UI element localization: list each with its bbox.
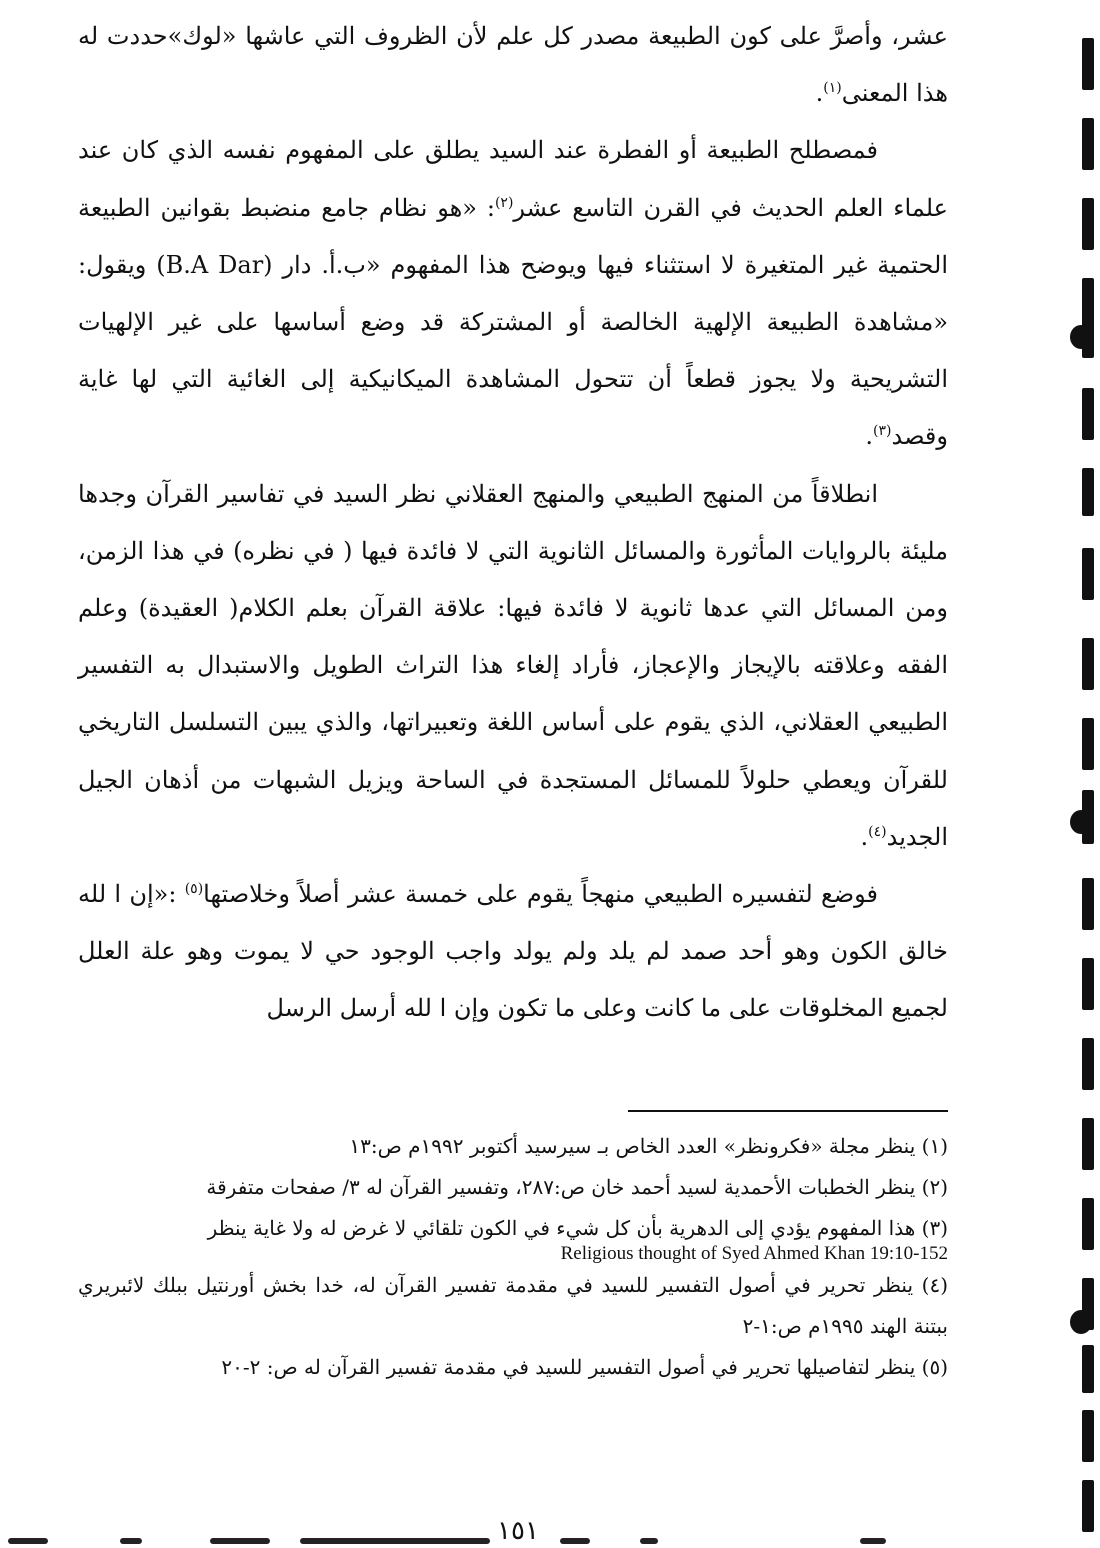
footnote-5: (٥) ينظر لتفاصيلها تحرير في أصول التفسير للسيد في مقدمة تفسير القرآن له ص: ٢-٢٠ [221,1355,948,1379]
scan-bottom-edge [0,1532,1100,1548]
paragraph-1 [78,8,948,122]
footnote-1: (١) ينظر مجلة «فكرونظر» العدد الخاص بـ سيرسيد أكتوبر ١٩٩٢م ص:١٣ [349,1134,948,1158]
binding-mark [1082,1480,1094,1532]
footnote-ref-3: (٣) [873,423,892,440]
binding-mark [1082,958,1094,1010]
paragraph-4 [78,866,948,1038]
binding-mark [1082,548,1094,600]
footnote-ref-5: (٥) [184,881,204,898]
footnote-2: (٢) ينظر الخطبات الأحمدية لسيد أحمد خان ص:٢٨٧، وتفسير القرآن له ٣/ صفحات متفرقة [206,1175,948,1199]
paragraph-4-quote: :«إن ا لله خالق الكون وهو أحد صمد لم يلد ولم يولد واجب الوجود حي لا يموت وهو علة العلل لجميع المخلوقات على ما كانت وعلى ما تكون وإن ا لله أرسل الرسل [78,880,948,1023]
paragraph-4-text: فوضع لتفسيره الطبيعي منهجاً يقوم على خمسة عشر أصلاً وخلاصتها [203,880,878,909]
paragraph-3-end: . [860,822,869,851]
footnote-ref-4: (٤) [868,823,887,840]
binding-mark [1082,1345,1094,1393]
footnote-ref-2: (٢) [494,194,514,211]
binding-mark [1082,1198,1094,1250]
binding-hole [1070,1310,1092,1334]
binding-mark [1082,118,1094,170]
binding-mark [1082,1038,1094,1090]
paragraph-3 [78,466,948,866]
binding-mark [1082,718,1094,770]
paragraph-1-text: عشر، وأصرَّ على كون الطبيعة مصدر كل علم لأن الظروف التي عاشها «لوك»حددت له هذا المعنى [78,22,948,108]
binding-hole [1070,325,1092,349]
paragraph-2-text: فمصطلح الطبيعة أو الفطرة عند السيد يطلق على المفهوم نفسه الذي كان عند علماء العلم الحديث في القرن التاسع عشر [78,136,948,222]
paragraph-2-quote: : «هو نظام جامع منضبط بقوانين الطبيعة الحتمية غير المتغيرة لا استثناء فيها ويوضح هذا المفهوم «ب.أ. دار (B.A Dar) ويقول: «مشاهدة الطبيعة الإلهية الخالصة أو المشتركة قد وضع أساسها على غير الإلهيات التشريحية ولا يجوز قطعاً أن تتحول المشاهدة الميكانيكية إلى الغائية التي لها غاية وقصد [78,193,949,451]
binding-mark [1082,388,1094,440]
page-number: ١٥١ [497,1516,539,1546]
binding-mark [1082,1118,1094,1170]
footnotes [78,1126,948,1388]
binding-mark [1082,198,1094,250]
paragraph-2-end: . [865,422,874,451]
paragraph-3-text: انطلاقاً من المنهج الطبيعي والمنهج العقلاني نظر السيد في تفاسير القرآن وجدها مليئة بالروايات المأثورة والمسائل الثانوية التي لا فائدة فيها ( في نظره) في هذا الزمن، ومن المسائل التي عدها ثانوية لا فائدة فيها: علاقة القرآن بعلم الكلام( العقيدة) وعلم الفقه وعلاقته بالإيجاز والإعجاز، فأراد إلغاء هذا التراث الطويل والاستبدال به التفسير الطبيعي العقلاني، الذي يقوم على أساس اللغة وتعبيراتها، والذي يبين التسلسل التاريخي للقرآن ويعطي حلولاً للمسائل المستجدة في الساحة ويزيل الشبهات من أذهان الجيل الجديد [78,479,948,851]
footnote-separator [628,1110,948,1112]
footnote-ref-1: (١) [823,80,842,97]
body-text [78,8,948,1038]
binding-hole [1070,810,1092,834]
binding-mark [1082,468,1094,516]
footnote-3: (٣) هذا المفهوم يؤدي إلى الدهرية بأن كل شيء في الكون تلقائي لا غرض له ولا غاية ينظر [207,1216,948,1240]
binding-mark [1082,638,1094,690]
footnote-3-latin: Religious thought of Syed Ahmed Khan 19:10-152 [560,1243,948,1264]
binding-mark [1082,1410,1094,1462]
paragraph-2 [78,122,948,465]
binding-mark [1082,38,1094,90]
binding-mark [1082,878,1094,930]
footnote-4: (٤) ينظر تحرير في أصول التفسير للسيد في مقدمة تفسير القرآن له، خدا بخش أورنتيل ببلك لائبريري ببتنة الهند ١٩٩٥م ص:١-٢ [78,1273,948,1338]
paragraph-1-end: . [815,79,824,108]
